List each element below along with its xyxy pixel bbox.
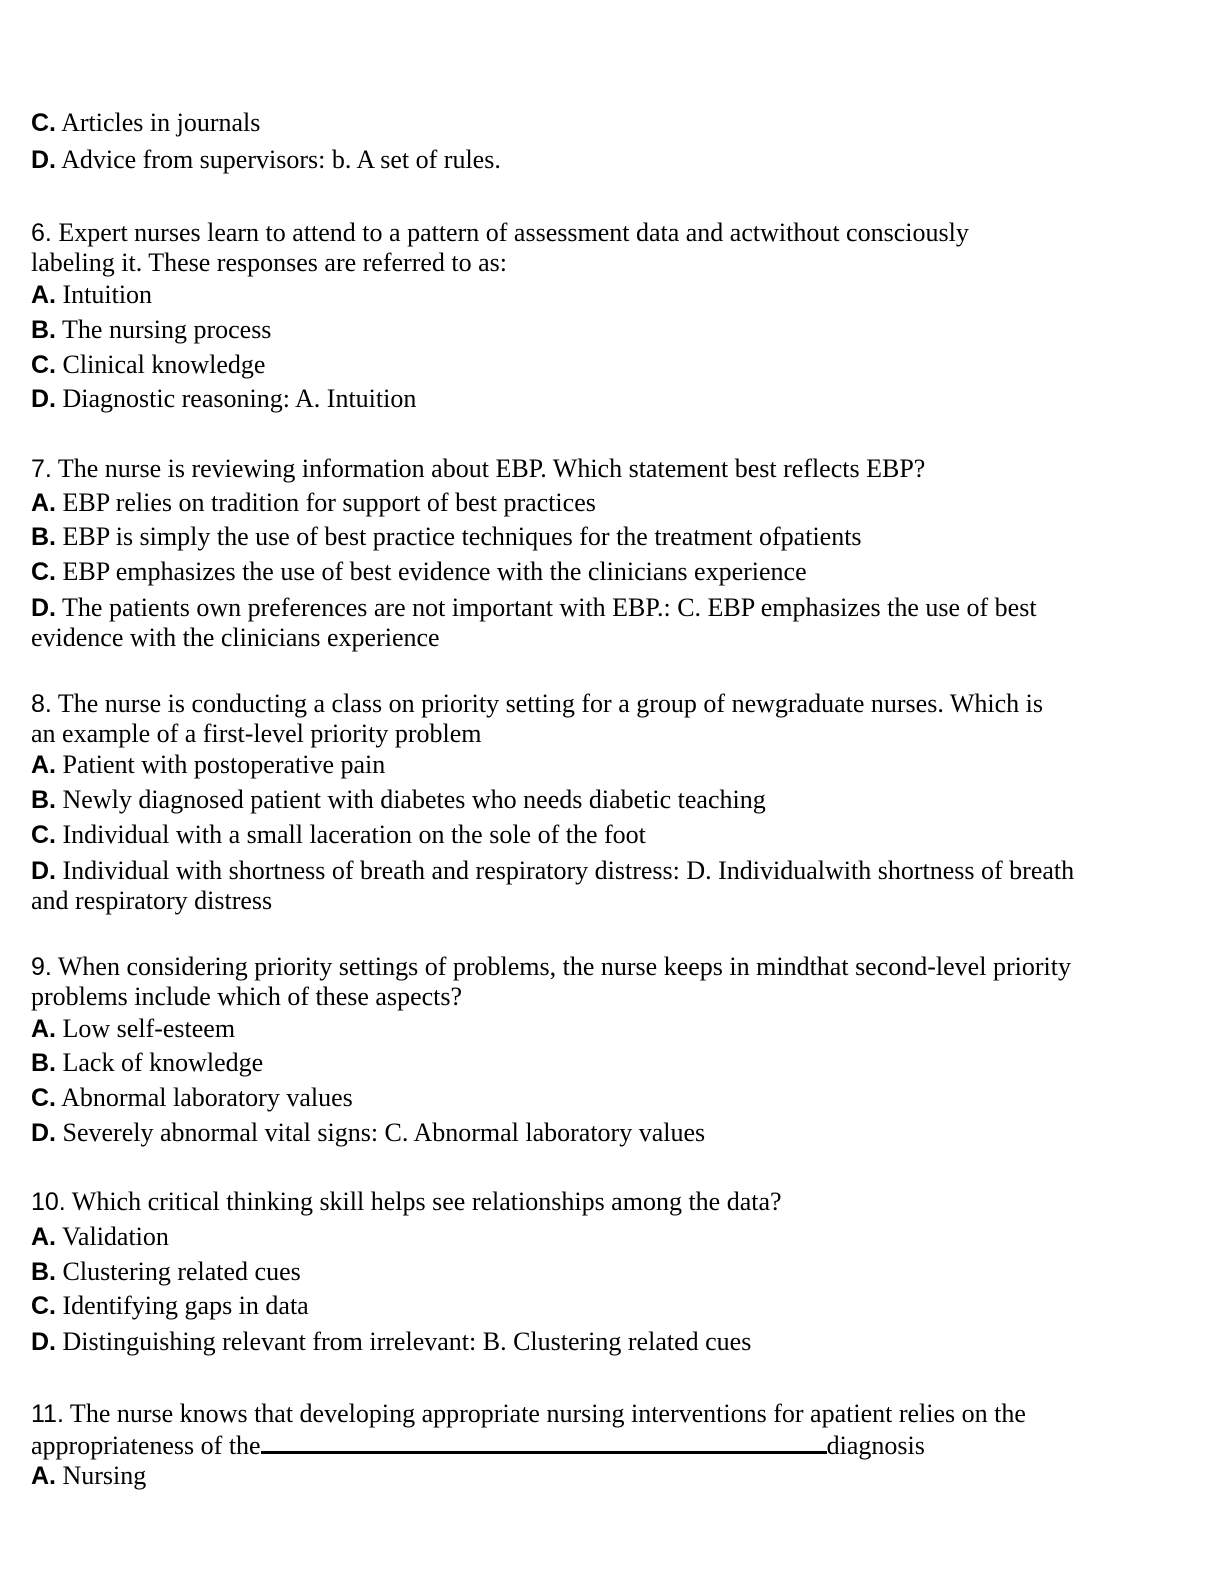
question-stem-text: Which critical thinking skill helps see relationships among the data? [65, 1187, 782, 1216]
option-line [31, 1461, 146, 1491]
option-letter: D. [31, 594, 56, 622]
option-letter: C. [31, 351, 56, 379]
option-text: Diagnostic reasoning: A. Intuition [56, 384, 417, 413]
option-line [31, 1327, 751, 1357]
question-stem-continuation: labeling it. These responses are referred to as: [31, 248, 507, 277]
option-text: Individual with a small laceration on the sole of the foot [56, 820, 646, 849]
question-stem [31, 952, 1071, 982]
option-text: Validation [56, 1222, 169, 1251]
option-text: The nursing process [56, 315, 272, 344]
option-letter: B. [31, 316, 56, 344]
option-text: Nursing [56, 1461, 147, 1490]
option-text: Clinical knowledge [56, 350, 266, 379]
question-stem [31, 218, 969, 248]
option-line [31, 593, 1037, 623]
option-letter: C. [31, 1292, 56, 1320]
option-line [31, 384, 416, 414]
question-stem-continuation: problems include which of these aspects? [31, 982, 463, 1011]
question-stem-text: When considering priority settings of problems, the nurse keeps in mindthat second-level priority [51, 952, 1071, 981]
question-number: 7. [31, 455, 52, 483]
option-line [31, 750, 385, 780]
option-text: Newly diagnosed patient with diabetes who needs diabetic teaching [56, 785, 766, 814]
option-line [31, 557, 807, 587]
option-text: Clustering related cues [56, 1257, 301, 1286]
question-number: 9. [31, 953, 52, 981]
option-line [31, 1222, 169, 1252]
option-line [31, 1118, 705, 1148]
option-letter: D. [31, 857, 56, 885]
option-letter: A. [31, 1223, 56, 1251]
option-letter: B. [31, 1049, 56, 1077]
option-text: Low self-esteem [56, 1014, 236, 1043]
option-continuation: evidence with the clinicians experience [31, 623, 440, 652]
option-line [31, 522, 862, 552]
question-number: 11. [31, 1400, 64, 1428]
question-stem-text: The nurse knows that developing appropriate nursing interventions for apatient relies on the [63, 1399, 1026, 1428]
option-text: Articles in journals [56, 108, 261, 137]
option-letter: C. [31, 558, 56, 586]
option-letter: D. [31, 1119, 56, 1147]
option-letter: A. [31, 489, 56, 517]
option-text: Distinguishing relevant from irrelevant: B. Clustering related cues [56, 1327, 752, 1356]
option-letter: D. [31, 1328, 56, 1356]
option-letter: D. [31, 385, 56, 413]
option-text: Identifying gaps in data [56, 1291, 309, 1320]
option-text: EBP is simply the use of best practice techniques for the treatment ofpatients [56, 522, 862, 551]
question-number: 6. [31, 219, 52, 247]
question-stem-text: The nurse is reviewing information about EBP. Which statement best reflects EBP? [51, 454, 926, 483]
stem-post-blank: diagnosis [826, 1431, 925, 1460]
question-stem [31, 1187, 782, 1217]
option-letter: A. [31, 1015, 56, 1043]
option-letter: C. [31, 821, 56, 849]
question-stem [31, 454, 925, 484]
option-line [31, 108, 260, 138]
option-text: EBP relies on tradition for support of best practices [56, 488, 596, 517]
option-line [31, 488, 596, 518]
question-number: 8. [31, 690, 52, 718]
question-stem [31, 689, 1043, 719]
option-text: Individual with shortness of breath and respiratory distress: D. Individualwith shortness of breath [56, 856, 1075, 885]
option-letter: C. [31, 109, 56, 137]
question-stem-text: Expert nurses learn to attend to a pattern of assessment data and actwithout consciously [51, 218, 969, 247]
option-text: Intuition [56, 280, 153, 309]
stem-pre-blank: appropriateness of the [31, 1431, 261, 1460]
question-stem-text: The nurse is conducting a class on priority setting for a group of newgraduate nurses. Which is [51, 689, 1043, 718]
option-line [31, 145, 501, 175]
question-stem [31, 1399, 1026, 1429]
fill-in-blank [261, 1429, 827, 1454]
option-line [31, 1048, 263, 1078]
option-line [31, 1083, 353, 1113]
option-letter: D. [31, 146, 56, 174]
option-line [31, 315, 271, 345]
option-letter: C. [31, 1084, 56, 1112]
option-line [31, 785, 766, 815]
option-text: Severely abnormal vital signs: C. Abnormal laboratory values [56, 1118, 706, 1147]
option-letter: B. [31, 1258, 56, 1286]
option-text: Patient with postoperative pain [56, 750, 386, 779]
option-letter: B. [31, 523, 56, 551]
option-text: EBP emphasizes the use of best evidence with the clinicians experience [56, 557, 807, 586]
option-line [31, 820, 646, 850]
option-letter: A. [31, 751, 56, 779]
option-line [31, 350, 265, 380]
option-text: Lack of knowledge [56, 1048, 264, 1077]
option-continuation: and respiratory distress [31, 886, 273, 915]
option-text: Abnormal laboratory values [56, 1083, 353, 1112]
option-line [31, 1291, 309, 1321]
option-line [31, 856, 1074, 886]
option-text: The patients own preferences are not important with EBP.: C. EBP emphasizes the use of best [56, 593, 1037, 622]
question-stem-continuation: an example of a first-level priority problem [31, 719, 482, 748]
question-stem-continuation [31, 1429, 925, 1461]
option-line [31, 1257, 301, 1287]
option-text: Advice from supervisors: b. A set of rules. [56, 145, 501, 174]
option-letter: A. [31, 281, 56, 309]
question-number: 10. [31, 1188, 66, 1216]
option-line [31, 1014, 235, 1044]
option-letter: A. [31, 1462, 56, 1490]
option-letter: B. [31, 786, 56, 814]
option-line [31, 280, 152, 310]
